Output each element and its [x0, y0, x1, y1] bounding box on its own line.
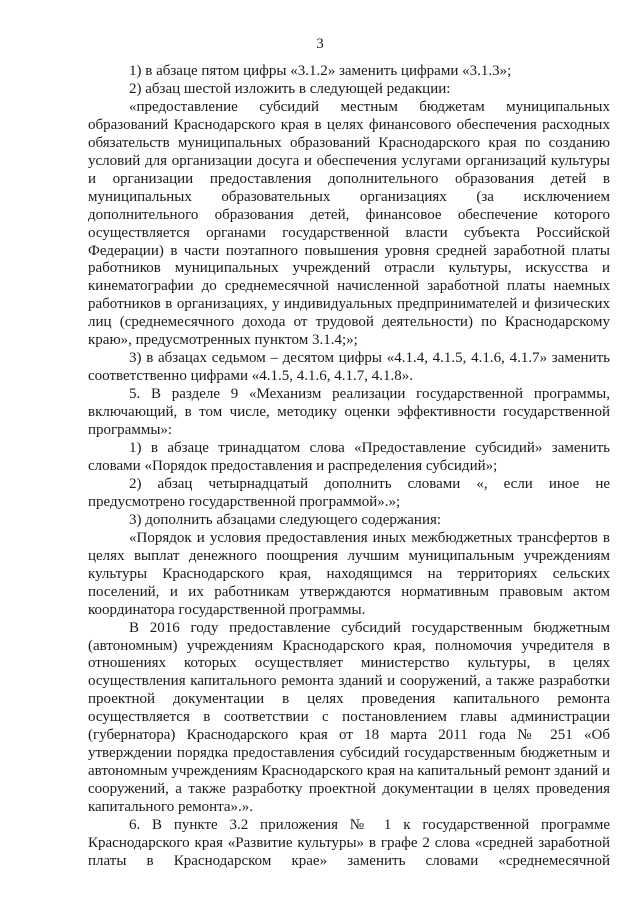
- paragraph-section-6: 6. В пункте 3.2 приложения № 1 к государственной программе Краснодарского края «Развитие культуры» в графе 2 слова «средней заработной платы в Краснодарском крае» заменить словами «среднемесячной: [88, 817, 610, 869]
- paragraph-5-item-2: 2) абзац четырнадцатый дополнить словами «, если иное не предусмотрено государственной программой».»;: [88, 475, 610, 510]
- paragraph-procedure: «Порядок и условия предоставления иных межбюджетных трансфертов в целях выплат денежного поощрения лучшим муниципальным учреждениям культуры Краснодарского края, находящимся на территориях сельских поселений, и их работникам утверждаются нормативным правовым актом координатора государственной программы.: [88, 529, 610, 618]
- paragraph-item-3: 3) в абзацах седьмом – десятом цифры «4.1.4, 4.1.5, 4.1.6, 4.1.7» заменить соответственно цифрами «4.1.5, 4.1.6, 4.1.7, 4.1.8».: [88, 350, 610, 385]
- paragraph-new-text: «предоставление субсидий местным бюджетам муниципальных образований Краснодарского края в целях финансового обеспечения расходных обязательств муниципальных образований Краснодарского края по созданию условий для организации досуга и обеспечения услугами организаций культуры и организации предоставления дополнительного образования детей в муниципальных образовательных организациях (за исключением дополнительного образования детей, финансовое обеспечение которого осуществляется органами государственной власти субъекта Российской Федерации) в части поэтапного повышения уровня средней заработной платы работников муниципальных учреждений отрасли культуры, искусства и кинематографии до среднемесячной начисленной заработной платы наемных работников в организациях, у индивидуальных предпринимателей и физических лиц (среднемесячного дохода от трудовой деятельности) по Краснодарскому краю», предусмотренных пунктом 3.1.4;»;: [88, 98, 610, 349]
- paragraph-item-2: 2) абзац шестой изложить в следующей редакции:: [129, 80, 451, 97]
- paragraph-2016: В 2016 году предоставление субсидий государственным бюджетным (автономным) учреждениям Краснодарского края, полномочия учредителя в отношениях которых осуществляет министерство культуры, в целях осуществления капитального ремонта зданий и сооружений, а также разработки проектной документации в целях проведения капитального ремонта осуществляется в соответствии с постановлением главы администрации (губернатора) Краснодарского края от 18 марта 2011 года № 251 «Об утверждении порядка предоставления субсидий государственным бюджетным и автономным учреждениям Краснодарского края на капитальный ремонт зданий и сооружений, а также разработку проектной документации в целях проведения капитального ремонта».».: [88, 619, 610, 816]
- paragraph-5-item-1: 1) в абзаце тринадцатом слова «Предоставление субсидий» заменить словами «Порядок предоставления и распределения субсидий»;: [88, 440, 610, 474]
- paragraph-item-1: 1) в абзаце пятом цифры «3.1.2» заменить цифрами «3.1.3»;: [129, 63, 512, 79]
- page-number: 3: [316, 36, 324, 52]
- paragraph-5-item-3: 3) дополнить абзацами следующего содержания:: [129, 511, 442, 528]
- document-body: [88, 63, 610, 871]
- paragraph-section-5: 5. В разделе 9 «Механизм реализации государственной программы, включающий, в том числе, методику оценки эффективности государственной программы»:: [88, 386, 610, 439]
